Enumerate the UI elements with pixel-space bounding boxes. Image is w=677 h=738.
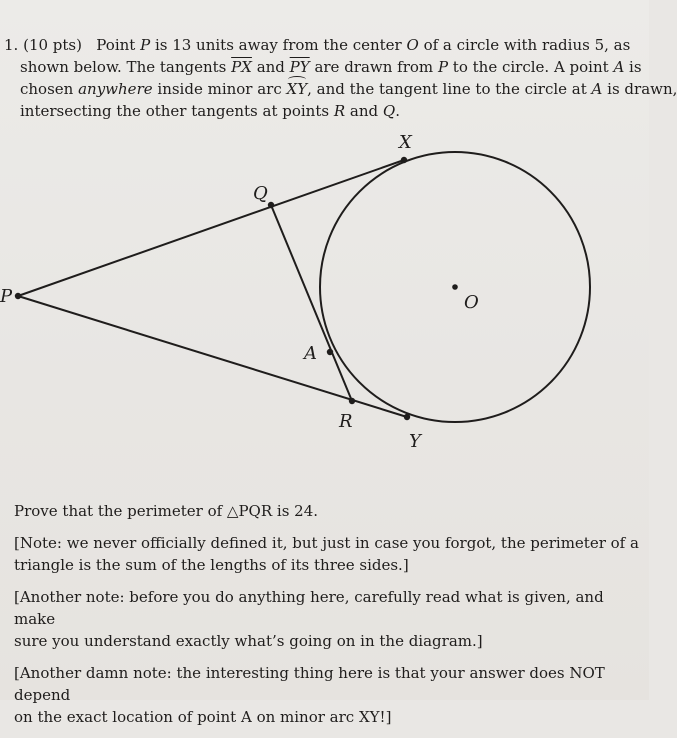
note-1-line-1: [Note: we never officially defined it, but just in case you forgot, the perimeter of a [14,534,639,552]
label-r: R [339,411,353,432]
note-3-line-2: on the exact location of point A on minor arc XY!] [14,708,392,726]
problem-line-1: 1. (10 pts) Point P is 13 units away from the center O of a circle with radius 5, as [4,36,631,54]
label-o: O [464,292,479,313]
label-p: P [0,286,13,307]
tangent-py [18,296,407,417]
problem-line-2: shown below. The tangents $\overline{PX}$ and $\overline{PY}$ are drawn from P to the circle. A point A is [20,58,642,76]
prove-statement: Prove that the perimeter of △PQR is 24. [14,502,319,520]
note-3-line-1: [Another damn note: the interesting thing here is that your answer does NOT depend [14,664,605,704]
point-y [404,414,410,420]
point-o [452,284,458,290]
problem-line-3: chosen anywhere inside minor arc XY, and the tangent line to the circle at A is drawn, [20,80,677,98]
note-2 [14,586,639,652]
point-r [349,398,355,404]
label-q: Q [253,183,268,204]
label-a: A [304,343,317,364]
note-1 [14,532,639,576]
note-2-line-2: sure you understand exactly what’s going on in the diagram.] [14,632,483,650]
geometry-diagram [0,128,649,458]
tangent-px [18,160,404,296]
tangent-qr [271,205,352,401]
note-3 [14,662,639,728]
problem-line-4: intersecting the other tangents at points R and Q. [20,102,400,120]
point-q [268,202,274,208]
point-x [401,157,407,163]
instructions-section [14,500,639,738]
note-2-line-1: [Another note: before you do anything here, carefully read what is given, and make [14,588,604,628]
label-y: Y [409,431,421,452]
point-a [327,349,333,355]
label-x: X [399,132,412,153]
point-p [15,293,21,299]
problem-number: 1. [4,36,19,54]
note-1-line-2: triangle is the sum of the lengths of its three sides.] [14,556,409,574]
problem-points: (10 pts) [23,36,82,54]
